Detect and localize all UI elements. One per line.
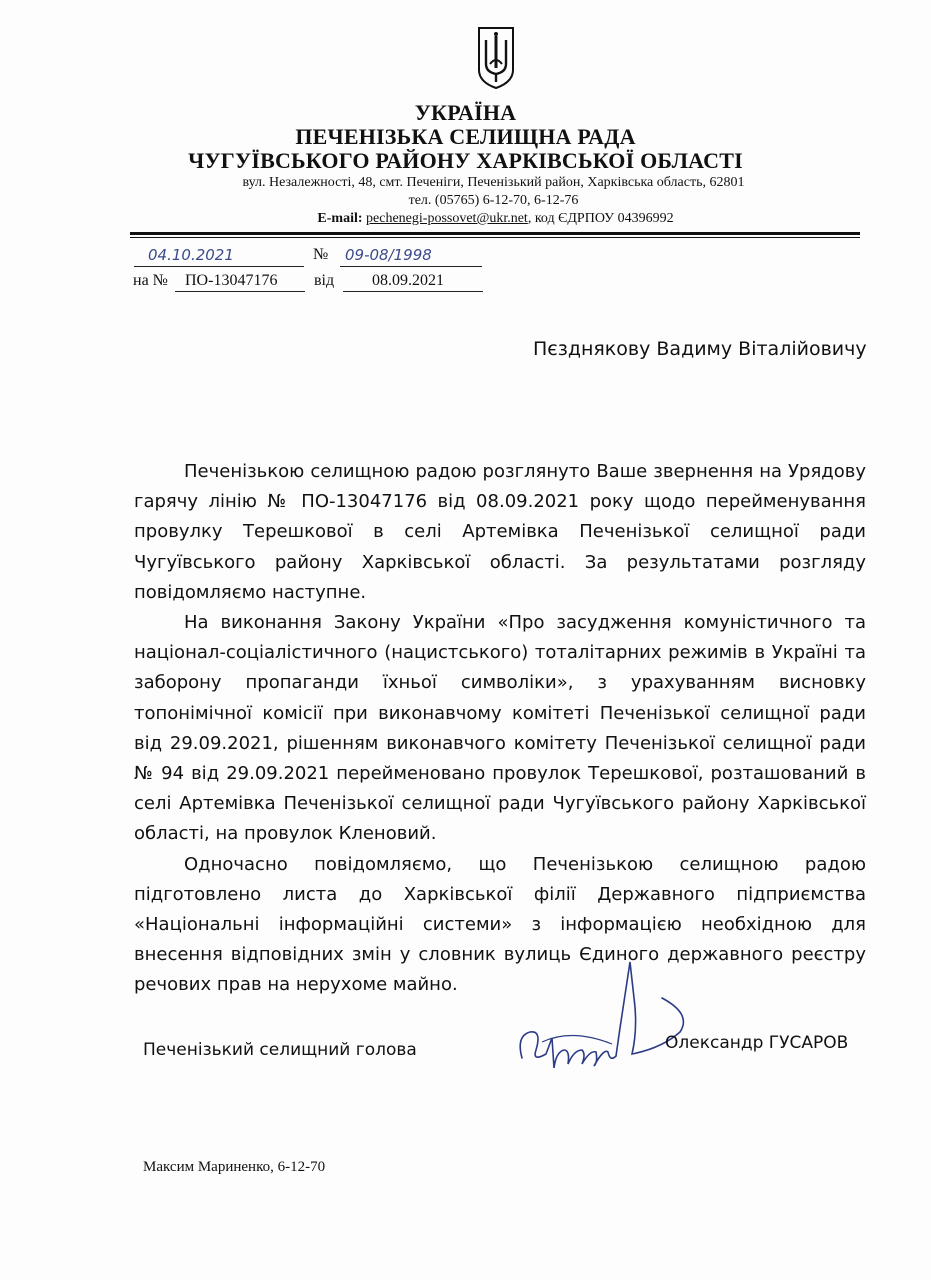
header-country: УКРАЇНА: [414, 100, 517, 125]
header-divider-thin: [130, 237, 860, 238]
reference-number-underline: [175, 291, 305, 292]
letter-body: [134, 457, 866, 1001]
body-paragraph: Печенізькою селищною радою розглянуто Ваше звернення на Урядову гарячу лінію № ПО-13047176 від 08.09.2021 року щодо перейменування провулку Терешкової в селі Артемівка Печенізької селищної ради Чугуївського району Харківської області. За результатами розгляду повідомляємо наступне.: [134, 461, 866, 603]
body-paragraph: Одночасно повідомляємо, що Печенізькою селищною радою підготовлено листа до Харківської філії Державного підприємства «Національні інформаційні системи» з інформацією необхідною для внесення відповідних змін у словник вулиць Єдиного державного реєстру речових прав на нерухоме майно.: [134, 853, 866, 996]
reference-date-underline: [343, 291, 483, 292]
reference-prefix: на №: [133, 272, 168, 289]
registration-date-underline: [134, 266, 304, 267]
trident-emblem-icon: [474, 24, 518, 90]
reference-date: 08.09.2021: [372, 272, 444, 289]
registration-number: 09-08/1998: [345, 246, 432, 264]
registration-no-label: №: [313, 246, 329, 263]
header-address: вул. Незалежності, 48, смт. Печеніги, Печенізький район, Харківська область, 62801: [242, 175, 745, 190]
reference-number: ПО-13047176: [185, 272, 278, 289]
header-council: ПЕЧЕНІЗЬКА СЕЛИЩНА РАДА: [295, 124, 636, 149]
body-paragraph: На виконання Закону України «Про засудження комуністичного та націонал-соціалістичного (нацистського) тоталітарних режимів в Україні та заборону пропаганди їхньої символіки», з урахуванням висновку топонімічної комісії при виконавчому комітеті Печенізької селищної ради від 29.09.2021, рішенням виконавчого комітету Печенізької селищної ради № 94 від 29.09.2021 перейменовано провулок Терешкової, розташований в селі Артемівка Печенізької селищної ради Чугуївського району Харківської області, на провулок Кленовий.: [134, 612, 866, 845]
handwritten-signature: [512, 958, 702, 1088]
registration-date: 04.10.2021: [148, 246, 234, 264]
email-link[interactable]: pechenegi-possovet@ukr.net: [366, 211, 528, 226]
addressee: Пєзднякову Вадиму Віталійовичу: [533, 338, 867, 360]
edrpou-code: , код ЄДРПОУ 04396992: [527, 211, 674, 226]
header-district: ЧУГУЇВСЬКОГО РАЙОНУ ХАРКІВСЬКОЇ ОБЛАСТІ: [188, 148, 743, 173]
header-email-line: [30, 211, 931, 227]
executor-contact: Максим Мариненко, 6-12-70: [143, 1159, 326, 1175]
header-divider-thick: [130, 232, 860, 235]
reference-from-label: від: [314, 272, 335, 289]
header-phone: тел. (05765) 6-12-70, 6-12-76: [408, 193, 579, 208]
signatory-name: Олександр ГУСАРОВ: [665, 1033, 849, 1053]
registration-number-underline: [340, 266, 482, 267]
email-label: E-mail:: [317, 211, 363, 226]
signatory-position: Печенізький селищний голова: [143, 1040, 417, 1060]
